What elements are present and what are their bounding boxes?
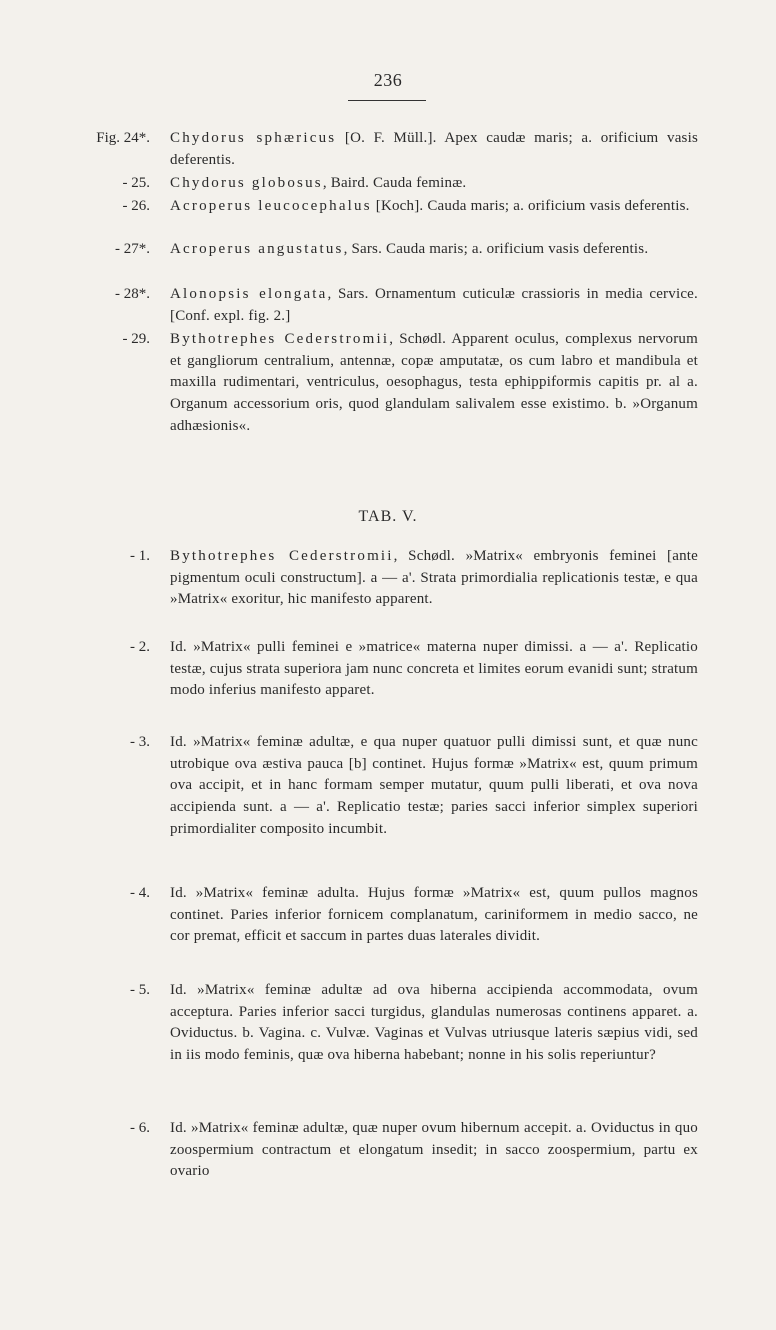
fig-number: - 28*.	[115, 286, 150, 302]
species-name: Bythotrephes Cederstromii	[170, 548, 394, 564]
fig-description: , Baird. Cauda feminæ.	[322, 175, 467, 191]
species-name: Acroperus leucocephalus	[170, 198, 372, 214]
fig-text	[170, 173, 698, 195]
tab-entry-text	[170, 546, 698, 611]
tab-entry-text	[170, 1118, 698, 1183]
fig-number: - 27*.	[115, 241, 150, 257]
fig-description: [O. F. Müll.]. Apex caudæ maris; a. orificium vasis deferentis.	[170, 130, 698, 168]
fig-description: , Sars. Ornamentum cuticulæ crassioris in media cervice. [Conf. expl. fig. 2.]	[170, 286, 698, 324]
species-name: Alonopsis elongata	[170, 286, 328, 302]
tab-entry-text	[170, 980, 698, 1067]
species-name: Chydorus sphæricus	[170, 130, 337, 146]
tab-entry-number: - 2.	[130, 639, 150, 655]
tab-entry-number: - 6.	[130, 1120, 150, 1136]
tab-entry-description: Id. »Matrix« feminæ adultæ ad ova hiberna accipienda accommodata, ovum acceptura. Paries inferior sacci turgidus, glandulas numerosas continens apparet. a. Oviductus. b. Vagina. c. Vulvæ. Vaginas et Vulvas utriusque lateris sæpius vidi, sed in iis modo feminis, quæ ova hiberna habebant; nonne in his solis reperiuntur?	[170, 982, 698, 1064]
fig-number: Fig. 24*.	[96, 130, 150, 146]
species-name: Chydorus globosus	[170, 175, 323, 191]
tab-entry-description: Id. »Matrix« feminæ adultæ, e qua nuper quatuor pulli dimissi sunt, et quæ nunc utrobique ova æstiva pauca [b] continet. Hujus formæ »Matrix« est, quum primum ova accipit, et in hanc formam semper mutatur, quum pulli liberati, et ova nova accipienda sunt. a — a'. Replicatio testæ; paries sacci inferior simplex superiori primordialiter composito incumbit.	[170, 734, 698, 837]
page-number: 236	[373, 70, 403, 90]
tab-entry-description: Id. »Matrix« feminæ adultæ, quæ nuper ovum hibernum accepit. a. Oviductus in quo zoospermium contractum et elongatum insedit; in sacco zoospermium, partu ex ovario	[170, 1120, 698, 1180]
tab-entry-number: - 4.	[130, 885, 150, 901]
fig-number: - 25.	[122, 175, 150, 191]
tab-entry-text	[170, 637, 698, 702]
tab-entry-text	[170, 883, 698, 948]
tab-entry-text	[170, 732, 698, 841]
tab-entry-number: - 3.	[130, 734, 150, 750]
tab-entry-number: - 1.	[130, 548, 150, 564]
tab-heading: TAB. V.	[358, 508, 418, 525]
fig-description: [Koch]. Cauda maris; a. orificium vasis deferentis.	[371, 198, 690, 214]
fig-description: , Sars. Cauda maris; a. orificium vasis deferentis.	[343, 241, 649, 257]
fig-text	[170, 329, 698, 438]
species-name: Acroperus angustatus	[170, 241, 344, 257]
fig-text	[170, 128, 698, 171]
fig-text	[170, 239, 698, 261]
fig-text	[170, 196, 698, 218]
tab-entry-description: Id. »Matrix« pulli feminei e »matrice« materna nuper dimissi. a — a'. Replicatio testæ, cujus strata superiora jam nunc concreta et limites eorum evanidi sunt; stratum modo inferius manifesto apparet.	[170, 639, 698, 699]
fig-text	[170, 284, 698, 327]
tab-entry-description: , Schødl. »Matrix« embryonis feminei [ante pigmentum oculi constructum]. a — a'. Strata primordialia replicationis testæ, e qua »Matrix« exoritur, hic manifesto apparent.	[170, 548, 698, 608]
page-number-rule	[348, 100, 426, 101]
fig-description: , Schødl. Apparent oculus, complexus nervorum et gangliorum centralium, antennæ, copæ amputatæ, os cum labro et mandibula et maxilla rudimentari, ventriculus, oesophagus, testa ephippiformis capitis pr. al a. Organum accessorium oris, quod glandulam salivalem esse existimo. b. »Organum adhæsionis«.	[170, 331, 698, 434]
tab-entry-description: Id. »Matrix« feminæ adulta. Hujus formæ »Matrix« est, quum pullos magnos continet. Paries inferior fornicem complanatum, cariniformem in medio sacco, ne cor premat, efficit et saccum in partes duas laterales dividit.	[170, 885, 698, 945]
species-name: Bythotrephes Cederstromii	[170, 331, 390, 347]
tab-entry-number: - 5.	[130, 982, 150, 998]
fig-number: - 29.	[122, 331, 150, 347]
fig-number: - 26.	[122, 198, 150, 214]
